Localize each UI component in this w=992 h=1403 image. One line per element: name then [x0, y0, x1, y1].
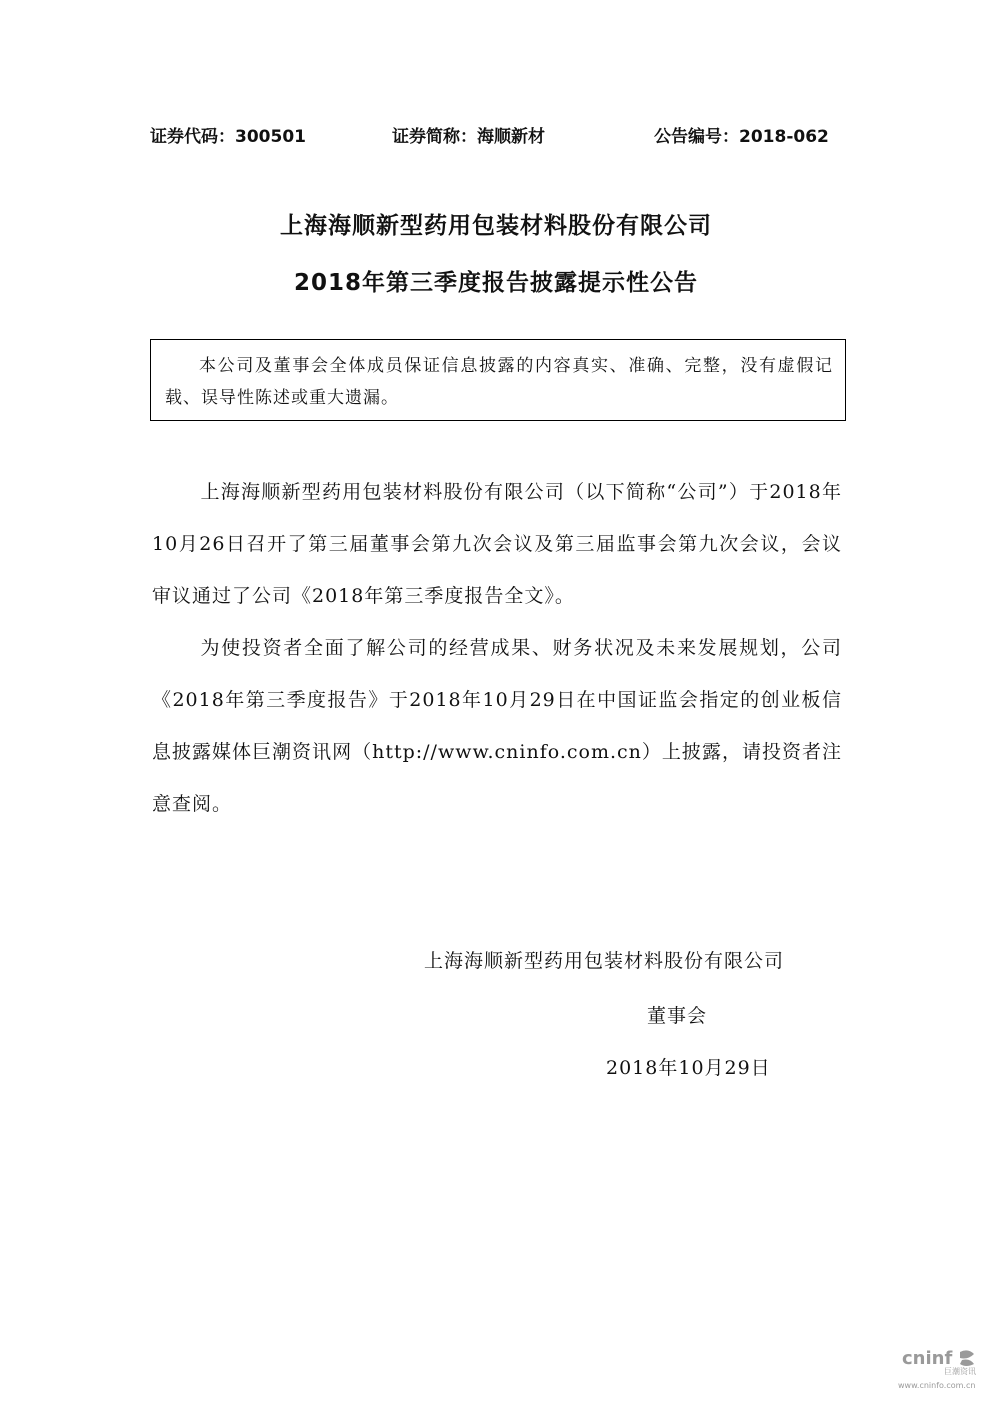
stock-abbreviation: 证券简称：海顺新材 — [392, 127, 545, 147]
body-paragraph-2: 为使投资者全面了解公司的经营成果、财务状况及未来发展规划，公司《2018年第三季度报告》于2018年10月29日在中国证监会指定的创业板信息披露媒体巨潮资讯网（http://www.cninfo.com.cn）上披露，请投资者注意查阅。 — [152, 637, 842, 815]
signature-board: 董事会 — [647, 1005, 708, 1027]
disclaimer-text: 本公司及董事会全体成员保证信息披露的内容真实、准确、完整，没有虚假记载、误导性陈述或重大遗漏。 — [165, 356, 833, 408]
signature-date: 2018年10月29日 — [606, 1057, 771, 1079]
body-paragraph-1: 上海海顺新型药用包装材料股份有限公司（以下简称“公司”）于2018年10月26日召开了第三届董事会第九次会议及第三届监事会第九次会议，会议审议通过了公司《2018年第三季度报告全文》。 — [152, 481, 842, 607]
cninfo-logo-sub: 巨潮资讯 — [944, 1367, 976, 1376]
disclaimer-box — [150, 339, 846, 421]
cninfo-logo — [892, 1344, 988, 1392]
cninfo-logo-word: cninf — [902, 1348, 953, 1369]
title-announcement: 2018年第三季度报告披露提示性公告 — [293, 270, 698, 296]
title-company: 上海海顺新型药用包装材料股份有限公司 — [280, 213, 712, 239]
cninfo-mark-icon — [960, 1350, 974, 1366]
stock-code: 证券代码：300501 — [150, 127, 306, 147]
signature-company: 上海海顺新型药用包装材料股份有限公司 — [424, 950, 785, 972]
announcement-number: 公告编号：2018-062 — [654, 127, 829, 147]
cninfo-logo-url: www.cninfo.com.cn — [898, 1381, 976, 1390]
document-header — [150, 118, 850, 148]
